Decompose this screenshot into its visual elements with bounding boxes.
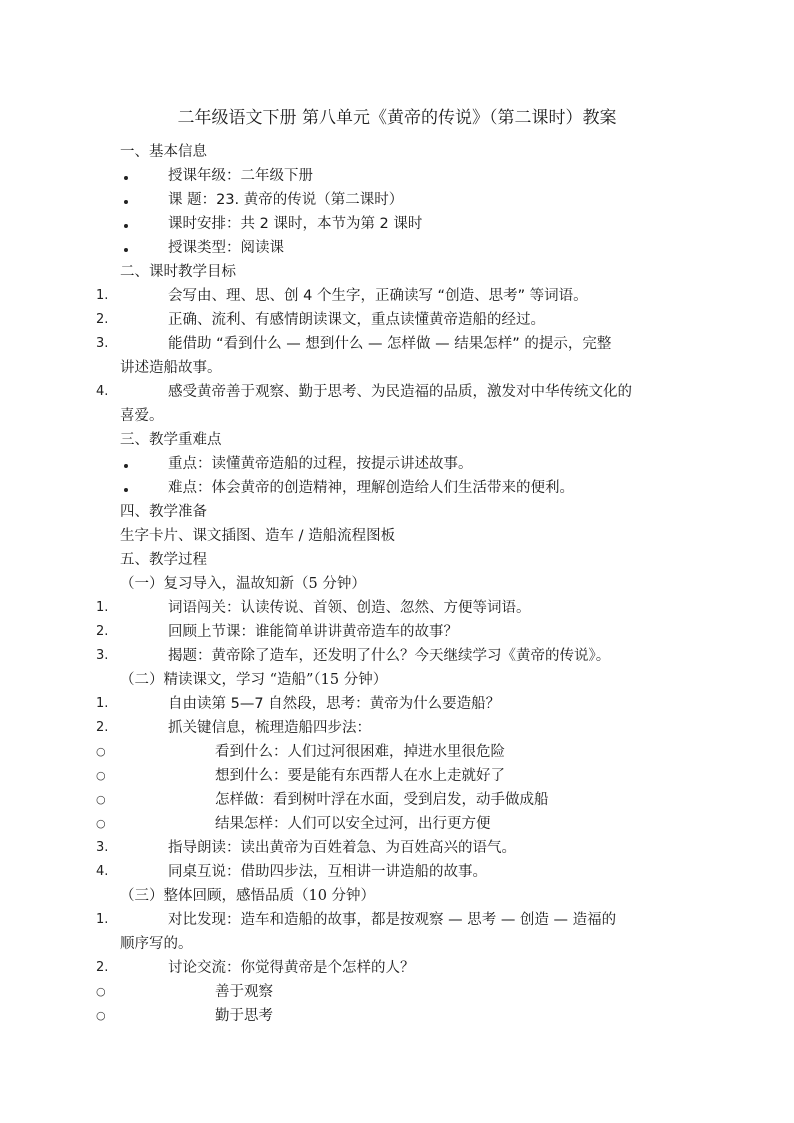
bullet-icon bbox=[124, 200, 128, 204]
list-item: 指导朗读：读出黄帝为百姓着急、为百姓高兴的语气。 bbox=[168, 840, 516, 856]
circle-bullet-icon: ○ bbox=[96, 745, 106, 758]
list-item-continuation: 讲述造船故事。 bbox=[120, 360, 222, 376]
list-item: 讨论交流：你觉得黄帝是个怎样的人？ bbox=[168, 960, 415, 976]
list-number: 1. bbox=[96, 288, 109, 303]
list-number: 1. bbox=[96, 600, 109, 615]
quality-item: 勤于思考 bbox=[215, 1008, 273, 1024]
list-item: 课 题：23. 黄帝的传说（第二课时） bbox=[168, 192, 404, 208]
list-item-continuation: 喜爱。 bbox=[120, 408, 164, 424]
step-item: 结果怎样：人们可以安全过河，出行更方便 bbox=[215, 816, 491, 832]
document-title: 二年级语文下册 第八单元《黄帝的传说》（第二课时）教案 bbox=[177, 108, 617, 128]
list-number: 1. bbox=[96, 912, 109, 927]
subsection-heading-review: （一）复习导入，温故知新（5 分钟） bbox=[120, 576, 366, 592]
circle-bullet-icon: ○ bbox=[96, 793, 106, 806]
section-heading-preparation: 四、教学准备 bbox=[120, 504, 207, 520]
subsection-heading-summary: （三）整体回顾，感悟品质（10 分钟） bbox=[120, 888, 376, 904]
list-item: 正确、流利、有感情朗读课文，重点读懂黄帝造船的经过。 bbox=[168, 312, 545, 328]
list-item: 词语闯关：认读传说、首领、创造、忽然、方便等词语。 bbox=[168, 600, 531, 616]
list-item: 揭题：黄帝除了造车，还发明了什么？今天继续学习《黄帝的传说》。 bbox=[168, 648, 611, 664]
bullet-icon bbox=[124, 224, 128, 228]
step-item: 怎样做：看到树叶浮在水面，受到启发，动手做成船 bbox=[215, 792, 549, 808]
list-number: 4. bbox=[96, 384, 109, 399]
step-item: 看到什么：人们过河很困难，掉进水里很危险 bbox=[215, 744, 505, 760]
circle-bullet-icon: ○ bbox=[96, 1009, 106, 1022]
list-number: 1. bbox=[96, 696, 109, 711]
quality-item: 善于观察 bbox=[215, 984, 273, 1000]
list-number: 2. bbox=[96, 960, 109, 975]
list-number: 2. bbox=[96, 720, 109, 735]
list-number: 3. bbox=[96, 336, 109, 351]
list-number: 3. bbox=[96, 648, 109, 663]
circle-bullet-icon: ○ bbox=[96, 769, 106, 782]
step-item: 想到什么：要是能有东西帮人在水上走就好了 bbox=[215, 768, 505, 784]
list-item: 难点：体会黄帝的创造精神，理解创造给人们生活带来的便利。 bbox=[168, 480, 574, 496]
list-item: 抓关键信息，梳理造船四步法： bbox=[168, 720, 371, 736]
bullet-icon bbox=[124, 488, 128, 492]
bullet-icon bbox=[124, 176, 128, 180]
list-number: 2. bbox=[96, 624, 109, 639]
section-heading-process: 五、教学过程 bbox=[120, 552, 207, 568]
list-number: 3. bbox=[96, 840, 109, 855]
list-item: 同桌互说：借助四步法，互相讲一讲造船的故事。 bbox=[168, 864, 487, 880]
section-heading-basic-info: 一、基本信息 bbox=[120, 144, 207, 160]
list-item: 授课年级：二年级下册 bbox=[168, 168, 313, 184]
circle-bullet-icon: ○ bbox=[96, 985, 106, 998]
section-heading-objectives: 二、课时教学目标 bbox=[120, 264, 236, 280]
bullet-icon bbox=[124, 248, 128, 252]
bullet-icon bbox=[124, 464, 128, 468]
list-item: 感受黄帝善于观察、勤于思考、为民造福的品质，激发对中华传统文化的 bbox=[168, 384, 632, 400]
list-item: 对比发现：造车和造船的故事，都是按观察 — 思考 — 创造 — 造福的 bbox=[168, 912, 617, 928]
list-item-continuation: 顺序写的。 bbox=[120, 936, 193, 952]
subsection-heading-reading: （二）精读课文，学习 “造船”（15 分钟） bbox=[120, 672, 388, 688]
section-heading-key-points: 三、教学重难点 bbox=[120, 432, 222, 448]
list-item: 自由读第 5—7 自然段，思考：黄帝为什么要造船？ bbox=[168, 696, 501, 712]
list-number: 4. bbox=[96, 864, 109, 879]
list-item: 课时安排：共 2 课时，本节为第 2 课时 bbox=[168, 216, 423, 232]
list-item: 授课类型：阅读课 bbox=[168, 240, 284, 256]
list-item: 重点：读懂黄帝造船的过程，按提示讲述故事。 bbox=[168, 456, 473, 472]
list-item: 回顾上节课：谁能简单讲讲黄帝造车的故事？ bbox=[168, 624, 458, 640]
list-number: 2. bbox=[96, 312, 109, 327]
circle-bullet-icon: ○ bbox=[96, 817, 106, 830]
list-item: 能借助 “看到什么 — 想到什么 — 怎样做 — 结果怎样” 的提示，完整 bbox=[168, 336, 612, 352]
preparation-text: 生字卡片、课文插图、造车 / 造船流程图板 bbox=[120, 528, 396, 544]
list-item: 会写由、理、思、创 4 个生字，正确读写 “创造、思考” 等词语。 bbox=[168, 288, 588, 304]
